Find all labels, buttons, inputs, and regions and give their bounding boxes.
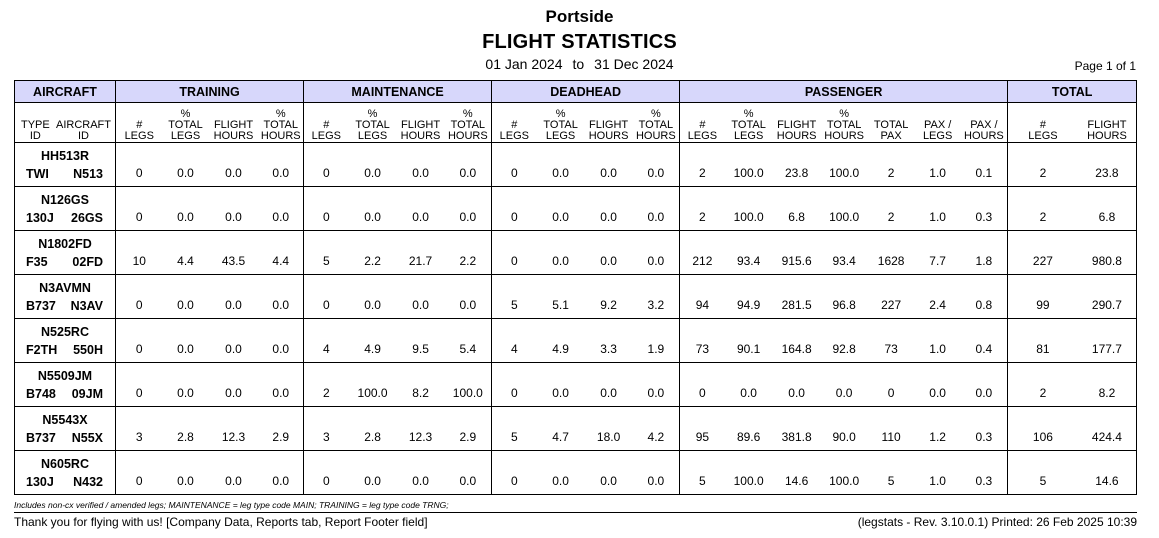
passenger-cell: 0.4 (961, 319, 1008, 363)
col-training-legs: # LEGS (116, 103, 163, 143)
passenger-cell: 100.0 (821, 143, 868, 187)
date-from: 01 Jan 2024 (485, 56, 563, 72)
column-header-row (15, 103, 1137, 143)
table-row (15, 451, 1137, 495)
passenger-cell: 94.9 (725, 275, 773, 319)
deadhead-cell: 5 (492, 407, 537, 451)
passenger-cell: 0.0 (961, 363, 1008, 407)
training-cell: 3 (116, 407, 163, 451)
training-cell: 0.0 (259, 319, 304, 363)
training-cell: 0.0 (209, 275, 259, 319)
training-cell: 0.0 (259, 275, 304, 319)
col-maintenance-pct-hours: % TOTAL HOURS (445, 103, 492, 143)
table-row (15, 407, 1137, 451)
maintenance-cell: 0.0 (445, 143, 492, 187)
col-passenger-pax-legs: PAX / LEGS (915, 103, 961, 143)
passenger-cell: 227 (868, 275, 915, 319)
passenger-cell: 73 (680, 319, 725, 363)
col-training-pct-hours: % TOTAL HOURS (259, 103, 304, 143)
deadhead-cell: 0.0 (585, 363, 633, 407)
passenger-cell: 1628 (868, 231, 915, 275)
col-total-hours: FLIGHT HOURS (1078, 103, 1137, 143)
training-cell: 0.0 (163, 319, 209, 363)
passenger-cell: 0.3 (961, 407, 1008, 451)
maintenance-cell: 0.0 (397, 187, 445, 231)
deadhead-cell: 0.0 (537, 451, 585, 495)
total-cell: 81 (1008, 319, 1078, 363)
passenger-cell: 212 (680, 231, 725, 275)
passenger-cell: 2.4 (915, 275, 961, 319)
maintenance-cell: 4 (304, 319, 349, 363)
maintenance-cell: 2 (304, 363, 349, 407)
aircraft-cell (15, 319, 116, 363)
deadhead-cell: 3.2 (633, 275, 680, 319)
group-training: TRAINING (116, 81, 304, 103)
passenger-cell: 100.0 (725, 187, 773, 231)
aircraft-cell (15, 407, 116, 451)
training-cell: 0.0 (163, 451, 209, 495)
passenger-cell: 2 (868, 187, 915, 231)
maintenance-cell: 2.2 (445, 231, 492, 275)
maintenance-cell: 0 (304, 143, 349, 187)
passenger-cell: 1.0 (915, 451, 961, 495)
deadhead-cell: 1.9 (633, 319, 680, 363)
aircraft-id: N3AV (70, 299, 103, 313)
aircraft-type-id: F35 (26, 255, 48, 269)
deadhead-cell: 5.1 (537, 275, 585, 319)
company-name: Portside (545, 7, 614, 26)
page-number: Page 1 of 1 (1074, 59, 1136, 73)
passenger-cell: 0.8 (961, 275, 1008, 319)
col-aircraft-id: AIRCRAFT ID (56, 119, 111, 142)
deadhead-cell: 0.0 (633, 187, 680, 231)
total-cell: 23.8 (1078, 143, 1137, 187)
total-cell: 290.7 (1078, 275, 1137, 319)
table-body (15, 143, 1137, 495)
maintenance-cell: 0.0 (397, 451, 445, 495)
col-passenger-pct-legs: % TOTAL LEGS (725, 103, 773, 143)
training-cell: 0 (116, 187, 163, 231)
total-cell: 2 (1008, 187, 1078, 231)
deadhead-cell: 0 (492, 231, 537, 275)
passenger-cell: 110 (868, 407, 915, 451)
col-maintenance-hours: FLIGHT HOURS (397, 103, 445, 143)
passenger-cell: 23.8 (773, 143, 821, 187)
aircraft-id: 02FD (72, 255, 103, 269)
maintenance-cell: 100.0 (349, 363, 397, 407)
passenger-cell: 1.0 (915, 143, 961, 187)
passenger-cell: 94 (680, 275, 725, 319)
passenger-cell: 0.3 (961, 451, 1008, 495)
footer-thanks: Thank you for flying with us! [Company Data, Reports tab, Report Footer field] (14, 515, 428, 529)
deadhead-cell: 0.0 (633, 143, 680, 187)
deadhead-cell: 0.0 (537, 363, 585, 407)
passenger-cell: 381.8 (773, 407, 821, 451)
col-training-pct-legs: % TOTAL LEGS (163, 103, 209, 143)
group-passenger: PASSENGER (680, 81, 1008, 103)
training-cell: 0 (116, 319, 163, 363)
total-cell: 106 (1008, 407, 1078, 451)
deadhead-cell: 4.9 (537, 319, 585, 363)
total-cell: 2 (1008, 363, 1078, 407)
aircraft-name: N126GS (41, 193, 89, 207)
aircraft-cell (15, 275, 116, 319)
date-to: 31 Dec 2024 (594, 56, 674, 72)
training-cell: 4.4 (259, 231, 304, 275)
col-type-id: TYPE ID (21, 119, 50, 142)
passenger-cell: 90.0 (821, 407, 868, 451)
maintenance-cell: 0.0 (349, 451, 397, 495)
passenger-cell: 89.6 (725, 407, 773, 451)
deadhead-cell: 4.7 (537, 407, 585, 451)
passenger-cell: 96.8 (821, 275, 868, 319)
aircraft-name: N525RC (41, 325, 89, 339)
aircraft-cell (15, 363, 116, 407)
deadhead-cell: 0.0 (585, 187, 633, 231)
passenger-cell: 0 (868, 363, 915, 407)
passenger-cell: 90.1 (725, 319, 773, 363)
aircraft-type-id: 130J (26, 211, 54, 225)
aircraft-name: N1802FD (38, 237, 92, 251)
aircraft-id: N513 (73, 167, 103, 181)
deadhead-cell: 5 (492, 275, 537, 319)
group-aircraft: AIRCRAFT (15, 81, 116, 103)
maintenance-cell: 2.2 (349, 231, 397, 275)
training-cell: 0.0 (209, 451, 259, 495)
total-cell: 227 (1008, 231, 1078, 275)
footer-printed: (legstats - Rev. 3.10.0.1) Printed: 26 Feb 2025 10:39 (857, 515, 1137, 529)
maintenance-cell: 0.0 (349, 275, 397, 319)
table-row (15, 363, 1137, 407)
training-cell: 2.8 (163, 407, 209, 451)
deadhead-cell: 9.2 (585, 275, 633, 319)
training-cell: 10 (116, 231, 163, 275)
col-training-hours: FLIGHT HOURS (209, 103, 259, 143)
passenger-cell: 0.0 (725, 363, 773, 407)
passenger-cell: 1.0 (915, 187, 961, 231)
passenger-cell: 2 (868, 143, 915, 187)
total-cell: 424.4 (1078, 407, 1137, 451)
passenger-cell: 93.4 (725, 231, 773, 275)
table-row (15, 275, 1137, 319)
col-passenger-pct-hours: % TOTAL HOURS (821, 103, 868, 143)
training-cell: 0.0 (163, 187, 209, 231)
deadhead-cell: 3.3 (585, 319, 633, 363)
aircraft-type-id: F2TH (26, 343, 58, 357)
total-cell: 2 (1008, 143, 1078, 187)
group-total: TOTAL (1008, 81, 1137, 103)
passenger-cell: 100.0 (821, 451, 868, 495)
maintenance-cell: 0.0 (445, 451, 492, 495)
maintenance-cell: 0.0 (445, 187, 492, 231)
deadhead-cell: 0.0 (537, 143, 585, 187)
aircraft-cell (15, 231, 116, 275)
maintenance-cell: 3 (304, 407, 349, 451)
passenger-cell: 281.5 (773, 275, 821, 319)
training-cell: 0.0 (209, 143, 259, 187)
training-cell: 0 (116, 451, 163, 495)
maintenance-cell: 4.9 (349, 319, 397, 363)
maintenance-cell: 0 (304, 451, 349, 495)
deadhead-cell: 0.0 (585, 451, 633, 495)
aircraft-name: N5543X (42, 413, 88, 427)
maintenance-cell: 0 (304, 187, 349, 231)
training-cell: 12.3 (209, 407, 259, 451)
deadhead-cell: 0 (492, 143, 537, 187)
maintenance-cell: 0.0 (397, 143, 445, 187)
col-maintenance-pct-legs: % TOTAL LEGS (349, 103, 397, 143)
deadhead-cell: 0.0 (633, 231, 680, 275)
aircraft-type-id: B737 (26, 431, 56, 445)
group-header-row (15, 81, 1137, 103)
passenger-cell: 100.0 (725, 143, 773, 187)
maintenance-cell: 5.4 (445, 319, 492, 363)
passenger-cell: 2 (680, 143, 725, 187)
aircraft-name: N3AVMN (39, 281, 91, 295)
total-cell: 6.8 (1078, 187, 1137, 231)
training-cell: 0.0 (209, 319, 259, 363)
table-row (15, 187, 1137, 231)
passenger-cell: 93.4 (821, 231, 868, 275)
deadhead-cell: 0 (492, 451, 537, 495)
maintenance-cell: 0.0 (397, 275, 445, 319)
passenger-cell: 164.8 (773, 319, 821, 363)
passenger-cell: 100.0 (821, 187, 868, 231)
training-cell: 2.9 (259, 407, 304, 451)
aircraft-id: 550H (73, 343, 103, 357)
table-row (15, 319, 1137, 363)
deadhead-cell: 4.2 (633, 407, 680, 451)
passenger-cell: 5 (680, 451, 725, 495)
col-passenger-hours: FLIGHT HOURS (773, 103, 821, 143)
maintenance-cell: 2.8 (349, 407, 397, 451)
passenger-cell: 95 (680, 407, 725, 451)
deadhead-cell: 0.0 (537, 231, 585, 275)
col-aircraft-ids (15, 103, 116, 143)
total-cell: 14.6 (1078, 451, 1137, 495)
training-cell: 0.0 (259, 363, 304, 407)
deadhead-cell: 0.0 (633, 363, 680, 407)
aircraft-type-id: 130J (26, 475, 54, 489)
aircraft-type-id: TWI (26, 167, 49, 181)
table-row (15, 143, 1137, 187)
passenger-cell: 1.8 (961, 231, 1008, 275)
aircraft-id: 09JM (71, 387, 103, 401)
passenger-cell: 0.3 (961, 187, 1008, 231)
aircraft-type-id: B737 (26, 299, 56, 313)
training-cell: 4.4 (163, 231, 209, 275)
maintenance-cell: 0.0 (349, 143, 397, 187)
group-maintenance: MAINTENANCE (304, 81, 492, 103)
passenger-cell: 1.2 (915, 407, 961, 451)
maintenance-cell: 0 (304, 275, 349, 319)
deadhead-cell: 4 (492, 319, 537, 363)
training-cell: 0.0 (163, 363, 209, 407)
aircraft-name: N5509JM (37, 369, 93, 383)
training-cell: 0.0 (209, 187, 259, 231)
training-cell: 0.0 (163, 275, 209, 319)
col-maintenance-legs: # LEGS (304, 103, 349, 143)
passenger-cell: 100.0 (725, 451, 773, 495)
table-row (15, 231, 1137, 275)
date-to-word: to (572, 56, 585, 72)
col-deadhead-pct-hours: % TOTAL HOURS (633, 103, 680, 143)
maintenance-cell: 0.0 (349, 187, 397, 231)
maintenance-cell: 2.9 (445, 407, 492, 451)
total-cell: 8.2 (1078, 363, 1137, 407)
report-title: FLIGHT STATISTICS (482, 31, 677, 53)
maintenance-cell: 21.7 (397, 231, 445, 275)
deadhead-cell: 0.0 (537, 187, 585, 231)
deadhead-cell: 0.0 (585, 143, 633, 187)
col-deadhead-legs: # LEGS (492, 103, 537, 143)
training-cell: 0 (116, 363, 163, 407)
total-cell: 177.7 (1078, 319, 1137, 363)
maintenance-cell: 100.0 (445, 363, 492, 407)
passenger-cell: 0.0 (915, 363, 961, 407)
group-deadhead: DEADHEAD (492, 81, 680, 103)
col-passenger-legs: # LEGS (680, 103, 725, 143)
passenger-cell: 6.8 (773, 187, 821, 231)
total-cell: 99 (1008, 275, 1078, 319)
flight-statistics-table (14, 80, 1137, 495)
passenger-cell: 5 (868, 451, 915, 495)
maintenance-cell: 12.3 (397, 407, 445, 451)
footer-divider (14, 512, 1137, 513)
col-deadhead-pct-legs: % TOTAL LEGS (537, 103, 585, 143)
aircraft-cell (15, 187, 116, 231)
training-cell: 0.0 (209, 363, 259, 407)
maintenance-cell: 0.0 (445, 275, 492, 319)
aircraft-name: N605RC (41, 457, 89, 471)
aircraft-id: N55X (71, 431, 103, 445)
deadhead-cell: 0 (492, 363, 537, 407)
passenger-cell: 1.0 (915, 319, 961, 363)
aircraft-id: N432 (73, 475, 103, 489)
passenger-cell: 0.0 (821, 363, 868, 407)
aircraft-cell (15, 451, 116, 495)
aircraft-name: HH513R (41, 149, 89, 163)
passenger-cell: 0.1 (961, 143, 1008, 187)
maintenance-cell: 8.2 (397, 363, 445, 407)
total-cell: 980.8 (1078, 231, 1137, 275)
passenger-cell: 2 (680, 187, 725, 231)
maintenance-cell: 5 (304, 231, 349, 275)
training-cell: 0.0 (163, 143, 209, 187)
training-cell: 43.5 (209, 231, 259, 275)
date-range (0, 56, 1159, 72)
maintenance-cell: 9.5 (397, 319, 445, 363)
deadhead-cell: 18.0 (585, 407, 633, 451)
passenger-cell: 915.6 (773, 231, 821, 275)
passenger-cell: 0.0 (773, 363, 821, 407)
col-passenger-pax-hours: PAX / HOURS (961, 103, 1008, 143)
aircraft-type-id: B748 (26, 387, 56, 401)
legend-note: Includes non-cx verified / amended legs; MAINTENANCE = leg type code MAIN; TRAINING = leg type code TRNG; (14, 500, 449, 510)
training-cell: 0.0 (259, 187, 304, 231)
total-cell: 5 (1008, 451, 1078, 495)
deadhead-cell: 0.0 (633, 451, 680, 495)
col-total-legs: # LEGS (1008, 103, 1078, 143)
passenger-cell: 0 (680, 363, 725, 407)
passenger-cell: 73 (868, 319, 915, 363)
col-passenger-total-pax: TOTAL PAX (868, 103, 915, 143)
aircraft-id: 26GS (71, 211, 103, 225)
aircraft-cell (15, 143, 116, 187)
training-cell: 0.0 (259, 143, 304, 187)
deadhead-cell: 0 (492, 187, 537, 231)
col-deadhead-hours: FLIGHT HOURS (585, 103, 633, 143)
passenger-cell: 14.6 (773, 451, 821, 495)
passenger-cell: 92.8 (821, 319, 868, 363)
training-cell: 0 (116, 275, 163, 319)
passenger-cell: 7.7 (915, 231, 961, 275)
deadhead-cell: 0.0 (585, 231, 633, 275)
training-cell: 0.0 (259, 451, 304, 495)
training-cell: 0 (116, 143, 163, 187)
